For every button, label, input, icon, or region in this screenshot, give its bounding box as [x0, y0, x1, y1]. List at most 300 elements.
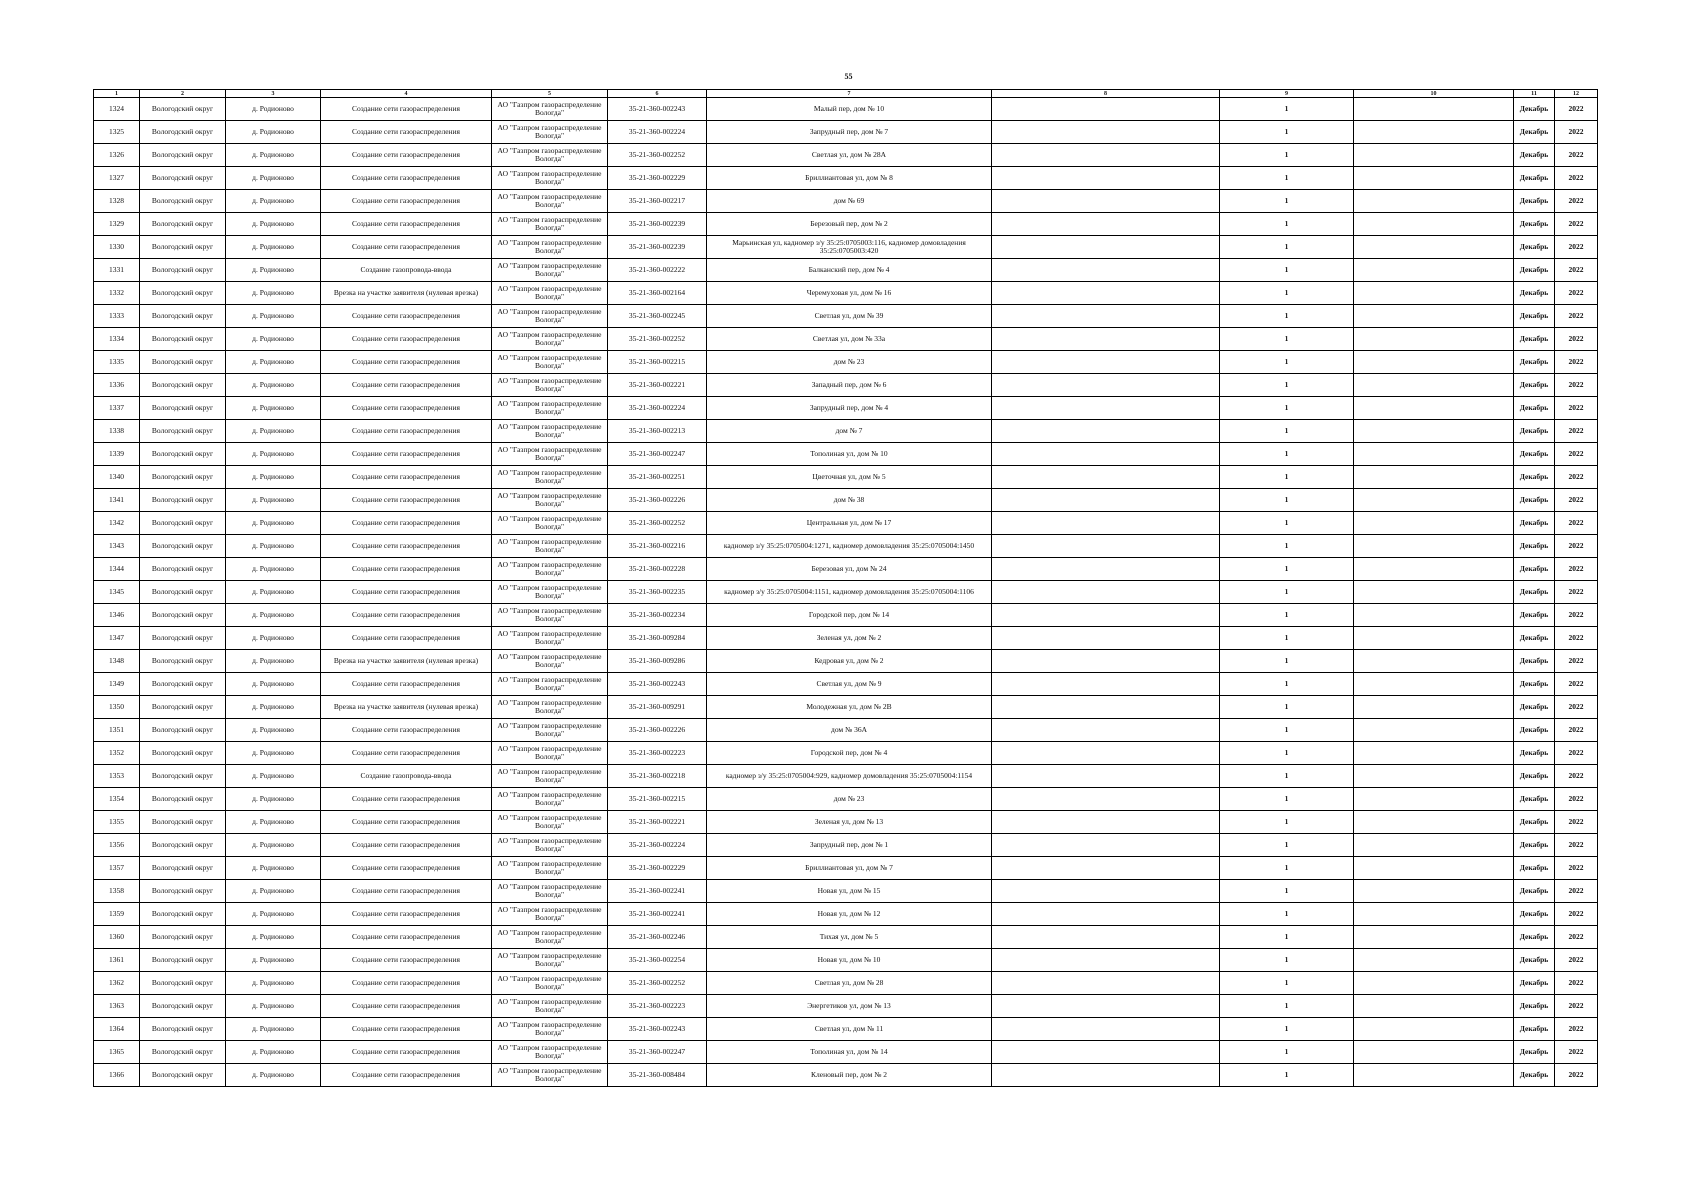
cell-code: 35-21-360-002243 [608, 673, 707, 696]
cell-year: 2022 [1555, 880, 1598, 903]
cell-col-10 [1354, 466, 1514, 489]
cell-month: Декабрь [1514, 1018, 1555, 1041]
cell-organization: АО "Газпром газораспределение Вологда" [492, 420, 608, 443]
cell-organization: АО "Газпром газораспределение Вологда" [492, 834, 608, 857]
cell-year: 2022 [1555, 144, 1598, 167]
cell-quantity: 1 [1220, 98, 1354, 121]
cell-address: Светлая ул, дом № 28А [707, 144, 992, 167]
header-code: 6 [608, 90, 707, 98]
cell-organization: АО "Газпром газораспределение Вологда" [492, 489, 608, 512]
cell-work-type: Создание сети газораспределения [321, 374, 492, 397]
cell-code: 35-21-360-009286 [608, 650, 707, 673]
cell-month: Декабрь [1514, 121, 1555, 144]
cell-year: 2022 [1555, 213, 1598, 236]
cell-code: 35-21-360-002217 [608, 190, 707, 213]
table-row [94, 98, 1598, 121]
cell-row-number: 1343 [94, 535, 140, 558]
cell-organization: АО "Газпром газораспределение Вологда" [492, 719, 608, 742]
cell-organization: АО "Газпром газораспределение Вологда" [492, 1041, 608, 1064]
cell-quantity: 1 [1220, 880, 1354, 903]
cell-work-type: Создание сети газораспределения [321, 443, 492, 466]
cell-address: Городской пер, дом № 14 [707, 604, 992, 627]
cell-district: Вологодский округ [140, 696, 226, 719]
cell-year: 2022 [1555, 328, 1598, 351]
cell-row-number: 1366 [94, 1064, 140, 1087]
cell-col-8 [992, 558, 1220, 581]
cell-quantity: 1 [1220, 489, 1354, 512]
cell-organization: АО "Газпром газораспределение Вологда" [492, 627, 608, 650]
cell-row-number: 1364 [94, 1018, 140, 1041]
table-row [94, 742, 1598, 765]
cell-quantity: 1 [1220, 282, 1354, 305]
header-row-number: 1 [94, 90, 140, 98]
cell-col-10 [1354, 788, 1514, 811]
cell-year: 2022 [1555, 489, 1598, 512]
cell-col-10 [1354, 535, 1514, 558]
table-row [94, 604, 1598, 627]
cell-address: Светлая ул, дом № 9 [707, 673, 992, 696]
cell-organization: АО "Газпром газораспределение Вологда" [492, 857, 608, 880]
cell-month: Декабрь [1514, 650, 1555, 673]
cell-year: 2022 [1555, 604, 1598, 627]
cell-month: Декабрь [1514, 236, 1555, 259]
cell-address: Городской пер, дом № 4 [707, 742, 992, 765]
cell-col-10 [1354, 190, 1514, 213]
cell-work-type: Создание сети газораспределения [321, 972, 492, 995]
table-row [94, 443, 1598, 466]
cell-month: Декабрь [1514, 627, 1555, 650]
cell-year: 2022 [1555, 397, 1598, 420]
cell-col-8 [992, 949, 1220, 972]
cell-code: 35-21-360-002241 [608, 880, 707, 903]
cell-code: 35-21-360-002222 [608, 259, 707, 282]
cell-settlement: д. Родионово [226, 765, 321, 788]
cell-year: 2022 [1555, 466, 1598, 489]
cell-organization: АО "Газпром газораспределение Вологда" [492, 604, 608, 627]
cell-col-10 [1354, 696, 1514, 719]
cell-col-10 [1354, 167, 1514, 190]
cell-work-type: Создание сети газораспределения [321, 581, 492, 604]
cell-col-10 [1354, 144, 1514, 167]
cell-work-type: Создание сети газораспределения [321, 857, 492, 880]
table-row [94, 581, 1598, 604]
cell-organization: АО "Газпром газораспределение Вологда" [492, 995, 608, 1018]
cell-row-number: 1353 [94, 765, 140, 788]
cell-col-10 [1354, 443, 1514, 466]
cell-address: Новая ул, дом № 15 [707, 880, 992, 903]
cell-row-number: 1355 [94, 811, 140, 834]
cell-work-type: Создание сети газораспределения [321, 880, 492, 903]
header-address: 7 [707, 90, 992, 98]
cell-address: дом № 36А [707, 719, 992, 742]
cell-work-type: Создание сети газораспределения [321, 512, 492, 535]
cell-district: Вологодский округ [140, 742, 226, 765]
cell-col-8 [992, 1018, 1220, 1041]
cell-row-number: 1330 [94, 236, 140, 259]
cell-quantity: 1 [1220, 1018, 1354, 1041]
cell-work-type: Создание сети газораспределения [321, 213, 492, 236]
cell-month: Декабрь [1514, 259, 1555, 282]
cell-month: Декабрь [1514, 673, 1555, 696]
cell-year: 2022 [1555, 765, 1598, 788]
cell-organization: АО "Газпром газораспределение Вологда" [492, 466, 608, 489]
cell-year: 2022 [1555, 581, 1598, 604]
cell-code: 35-21-360-002252 [608, 972, 707, 995]
cell-col-10 [1354, 834, 1514, 857]
cell-col-8 [992, 213, 1220, 236]
cell-district: Вологодский округ [140, 880, 226, 903]
cell-code: 35-21-360-002247 [608, 443, 707, 466]
cell-year: 2022 [1555, 1041, 1598, 1064]
cell-row-number: 1358 [94, 880, 140, 903]
cell-work-type: Создание сети газораспределения [321, 995, 492, 1018]
cell-year: 2022 [1555, 351, 1598, 374]
header-organization: 5 [492, 90, 608, 98]
cell-code: 35-21-360-002224 [608, 834, 707, 857]
cell-year: 2022 [1555, 1018, 1598, 1041]
cell-col-10 [1354, 857, 1514, 880]
cell-year: 2022 [1555, 558, 1598, 581]
header-settlement: 3 [226, 90, 321, 98]
cell-settlement: д. Родионово [226, 949, 321, 972]
table-row [94, 351, 1598, 374]
cell-district: Вологодский округ [140, 144, 226, 167]
cell-work-type: Создание сети газораспределения [321, 1064, 492, 1087]
cell-col-8 [992, 167, 1220, 190]
cell-settlement: д. Родионово [226, 374, 321, 397]
cell-settlement: д. Родионово [226, 719, 321, 742]
cell-code: 35-21-360-002221 [608, 374, 707, 397]
table-row [94, 213, 1598, 236]
cell-col-10 [1354, 98, 1514, 121]
cell-organization: АО "Газпром газораспределение Вологда" [492, 949, 608, 972]
cell-col-8 [992, 512, 1220, 535]
table-row [94, 650, 1598, 673]
cell-quantity: 1 [1220, 650, 1354, 673]
table-row [94, 535, 1598, 558]
cell-district: Вологодский округ [140, 926, 226, 949]
cell-quantity: 1 [1220, 1064, 1354, 1087]
cell-code: 35-21-360-002241 [608, 903, 707, 926]
cell-code: 35-21-360-002252 [608, 328, 707, 351]
cell-col-8 [992, 420, 1220, 443]
cell-organization: АО "Газпром газораспределение Вологда" [492, 650, 608, 673]
cell-month: Декабрь [1514, 305, 1555, 328]
cell-month: Декабрь [1514, 719, 1555, 742]
cell-address: Березовый пер, дом № 2 [707, 213, 992, 236]
cell-row-number: 1362 [94, 972, 140, 995]
cell-quantity: 1 [1220, 374, 1354, 397]
cell-organization: АО "Газпром газораспределение Вологда" [492, 190, 608, 213]
cell-month: Декабрь [1514, 420, 1555, 443]
cell-work-type: Создание сети газораспределения [321, 489, 492, 512]
table-row [94, 121, 1598, 144]
cell-row-number: 1332 [94, 282, 140, 305]
cell-district: Вологодский округ [140, 374, 226, 397]
cell-settlement: д. Родионово [226, 604, 321, 627]
cell-col-10 [1354, 1018, 1514, 1041]
cell-col-10 [1354, 880, 1514, 903]
cell-col-10 [1354, 213, 1514, 236]
cell-col-10 [1354, 121, 1514, 144]
cell-month: Декабрь [1514, 489, 1555, 512]
cell-district: Вологодский округ [140, 811, 226, 834]
cell-col-8 [992, 811, 1220, 834]
cell-settlement: д. Родионово [226, 558, 321, 581]
cell-settlement: д. Родионово [226, 1018, 321, 1041]
cell-quantity: 1 [1220, 121, 1354, 144]
cell-work-type: Врезка на участке заявителя (нулевая врезка) [321, 696, 492, 719]
cell-address: Кленовый пер, дом № 2 [707, 1064, 992, 1087]
cell-work-type: Создание сети газораспределения [321, 420, 492, 443]
cell-month: Декабрь [1514, 581, 1555, 604]
cell-month: Декабрь [1514, 351, 1555, 374]
cell-district: Вологодский округ [140, 949, 226, 972]
cell-col-10 [1354, 282, 1514, 305]
cell-month: Декабрь [1514, 144, 1555, 167]
cell-settlement: д. Родионово [226, 397, 321, 420]
cell-settlement: д. Родионово [226, 512, 321, 535]
cell-organization: АО "Газпром газораспределение Вологда" [492, 535, 608, 558]
cell-settlement: д. Родионово [226, 328, 321, 351]
cell-district: Вологодский округ [140, 535, 226, 558]
cell-code: 35-21-360-002229 [608, 857, 707, 880]
cell-organization: АО "Газпром газораспределение Вологда" [492, 351, 608, 374]
cell-address: Центральная ул, дом № 17 [707, 512, 992, 535]
cell-quantity: 1 [1220, 581, 1354, 604]
cell-code: 35-21-360-002215 [608, 788, 707, 811]
cell-col-8 [992, 443, 1220, 466]
cell-quantity: 1 [1220, 236, 1354, 259]
cell-year: 2022 [1555, 719, 1598, 742]
table-row [94, 282, 1598, 305]
cell-district: Вологодский округ [140, 972, 226, 995]
header-row [94, 90, 1598, 98]
cell-quantity: 1 [1220, 190, 1354, 213]
cell-settlement: д. Родионово [226, 420, 321, 443]
cell-settlement: д. Родионово [226, 857, 321, 880]
cell-row-number: 1340 [94, 466, 140, 489]
cell-col-8 [992, 627, 1220, 650]
cell-work-type: Создание сети газораспределения [321, 949, 492, 972]
cell-work-type: Создание сети газораспределения [321, 719, 492, 742]
cell-address: Светлая ул, дом № 11 [707, 1018, 992, 1041]
cell-col-8 [992, 926, 1220, 949]
cell-organization: АО "Газпром газораспределение Вологда" [492, 1064, 608, 1087]
cell-district: Вологодский округ [140, 236, 226, 259]
cell-district: Вологодский округ [140, 788, 226, 811]
cell-quantity: 1 [1220, 351, 1354, 374]
cell-quantity: 1 [1220, 259, 1354, 282]
cell-code: 35-21-360-002239 [608, 213, 707, 236]
cell-col-10 [1354, 719, 1514, 742]
cell-year: 2022 [1555, 282, 1598, 305]
cell-code: 35-21-360-002252 [608, 144, 707, 167]
cell-settlement: д. Родионово [226, 972, 321, 995]
cell-col-8 [992, 144, 1220, 167]
cell-month: Декабрь [1514, 512, 1555, 535]
cell-row-number: 1359 [94, 903, 140, 926]
cell-address: Тихая ул, дом № 5 [707, 926, 992, 949]
cell-quantity: 1 [1220, 466, 1354, 489]
cell-col-10 [1354, 673, 1514, 696]
cell-quantity: 1 [1220, 696, 1354, 719]
cell-col-8 [992, 535, 1220, 558]
cell-col-8 [992, 466, 1220, 489]
cell-code: 35-21-360-002229 [608, 167, 707, 190]
cell-month: Декабрь [1514, 535, 1555, 558]
cell-year: 2022 [1555, 696, 1598, 719]
cell-code: 35-21-360-002224 [608, 397, 707, 420]
cell-code: 35-21-360-002252 [608, 512, 707, 535]
table-row [94, 949, 1598, 972]
cell-year: 2022 [1555, 190, 1598, 213]
cell-code: 35-21-360-002243 [608, 1018, 707, 1041]
cell-col-10 [1354, 765, 1514, 788]
cell-year: 2022 [1555, 1064, 1598, 1087]
page-number: 55 [844, 72, 853, 81]
cell-year: 2022 [1555, 972, 1598, 995]
cell-organization: АО "Газпром газораспределение Вологда" [492, 742, 608, 765]
cell-month: Декабрь [1514, 765, 1555, 788]
table-row [94, 673, 1598, 696]
cell-code: 35-21-360-002216 [608, 535, 707, 558]
cell-address: Березовая ул, дом № 24 [707, 558, 992, 581]
cell-quantity: 1 [1220, 903, 1354, 926]
cell-month: Декабрь [1514, 328, 1555, 351]
cell-col-10 [1354, 972, 1514, 995]
cell-col-8 [992, 328, 1220, 351]
cell-code: 35-21-360-002246 [608, 926, 707, 949]
cell-quantity: 1 [1220, 213, 1354, 236]
cell-col-10 [1354, 926, 1514, 949]
cell-col-8 [992, 857, 1220, 880]
header-col-10: 10 [1354, 90, 1514, 98]
cell-settlement: д. Родионово [226, 305, 321, 328]
cell-work-type: Создание сети газораспределения [321, 397, 492, 420]
table-row [94, 880, 1598, 903]
cell-settlement: д. Родионово [226, 282, 321, 305]
cell-code: 35-21-360-009284 [608, 627, 707, 650]
cell-district: Вологодский округ [140, 995, 226, 1018]
table-row [94, 374, 1598, 397]
cell-quantity: 1 [1220, 765, 1354, 788]
table-row [94, 167, 1598, 190]
cell-settlement: д. Родионово [226, 443, 321, 466]
cell-work-type: Создание сети газораспределения [321, 305, 492, 328]
cell-code: 35-21-360-002224 [608, 121, 707, 144]
cell-col-10 [1354, 903, 1514, 926]
cell-settlement: д. Родионово [226, 1064, 321, 1087]
cell-organization: АО "Газпром газораспределение Вологда" [492, 121, 608, 144]
cell-month: Декабрь [1514, 834, 1555, 857]
cell-col-8 [992, 765, 1220, 788]
cell-year: 2022 [1555, 857, 1598, 880]
cell-work-type: Создание газопровода-ввода [321, 259, 492, 282]
cell-district: Вологодский округ [140, 1064, 226, 1087]
table-row [94, 420, 1598, 443]
cell-row-number: 1333 [94, 305, 140, 328]
cell-work-type: Создание сети газораспределения [321, 535, 492, 558]
cell-code: 35-21-360-009291 [608, 696, 707, 719]
cell-district: Вологодский округ [140, 650, 226, 673]
cell-col-8 [992, 903, 1220, 926]
cell-code: 35-21-360-002235 [608, 581, 707, 604]
header-quantity: 9 [1220, 90, 1354, 98]
cell-row-number: 1346 [94, 604, 140, 627]
cell-year: 2022 [1555, 259, 1598, 282]
cell-settlement: д. Родионово [226, 535, 321, 558]
table-row [94, 765, 1598, 788]
cell-col-8 [992, 788, 1220, 811]
table-row [94, 972, 1598, 995]
cell-settlement: д. Родионово [226, 121, 321, 144]
cell-work-type: Создание сети газораспределения [321, 834, 492, 857]
cell-col-8 [992, 374, 1220, 397]
table-row [94, 236, 1598, 259]
cell-district: Вологодский округ [140, 305, 226, 328]
header-district: 2 [140, 90, 226, 98]
table-row [94, 259, 1598, 282]
cell-month: Декабрь [1514, 397, 1555, 420]
cell-address: Тополиная ул, дом № 14 [707, 1041, 992, 1064]
cell-col-10 [1354, 374, 1514, 397]
cell-organization: АО "Газпром газораспределение Вологда" [492, 972, 608, 995]
cell-address: Марьинская ул, кадномер з/у 35:25:0705003:116, кадномер домовладения 35:25:0705003:420 [707, 236, 992, 259]
cell-col-8 [992, 673, 1220, 696]
cell-row-number: 1361 [94, 949, 140, 972]
gasification-register-table [93, 89, 1598, 1087]
cell-col-10 [1354, 995, 1514, 1018]
cell-col-10 [1354, 604, 1514, 627]
cell-work-type: Врезка на участке заявителя (нулевая врезка) [321, 282, 492, 305]
cell-month: Декабрь [1514, 880, 1555, 903]
table-row [94, 903, 1598, 926]
cell-col-10 [1354, 742, 1514, 765]
cell-work-type: Создание сети газораспределения [321, 903, 492, 926]
cell-address: дом № 38 [707, 489, 992, 512]
cell-col-8 [992, 259, 1220, 282]
cell-address: Цветочная ул, дом № 5 [707, 466, 992, 489]
cell-organization: АО "Газпром газораспределение Вологда" [492, 788, 608, 811]
cell-work-type: Создание сети газораспределения [321, 144, 492, 167]
cell-work-type: Создание сети газораспределения [321, 328, 492, 351]
header-work-type: 4 [321, 90, 492, 98]
cell-code: 35-21-360-002226 [608, 719, 707, 742]
cell-month: Декабрь [1514, 604, 1555, 627]
cell-month: Декабрь [1514, 466, 1555, 489]
cell-row-number: 1344 [94, 558, 140, 581]
cell-work-type: Создание сети газораспределения [321, 811, 492, 834]
cell-row-number: 1336 [94, 374, 140, 397]
cell-col-10 [1354, 351, 1514, 374]
cell-organization: АО "Газпром газораспределение Вологда" [492, 673, 608, 696]
cell-quantity: 1 [1220, 742, 1354, 765]
cell-district: Вологодский округ [140, 558, 226, 581]
table-row [94, 466, 1598, 489]
cell-col-10 [1354, 236, 1514, 259]
cell-organization: АО "Газпром газораспределение Вологда" [492, 397, 608, 420]
cell-address: Балканский пер, дом № 4 [707, 259, 992, 282]
cell-row-number: 1356 [94, 834, 140, 857]
cell-month: Декабрь [1514, 213, 1555, 236]
cell-settlement: д. Родионово [226, 995, 321, 1018]
cell-month: Декабрь [1514, 903, 1555, 926]
cell-address: Новая ул, дом № 10 [707, 949, 992, 972]
cell-work-type: Создание сети газораспределения [321, 604, 492, 627]
cell-work-type: Создание сети газораспределения [321, 190, 492, 213]
cell-col-10 [1354, 1064, 1514, 1087]
